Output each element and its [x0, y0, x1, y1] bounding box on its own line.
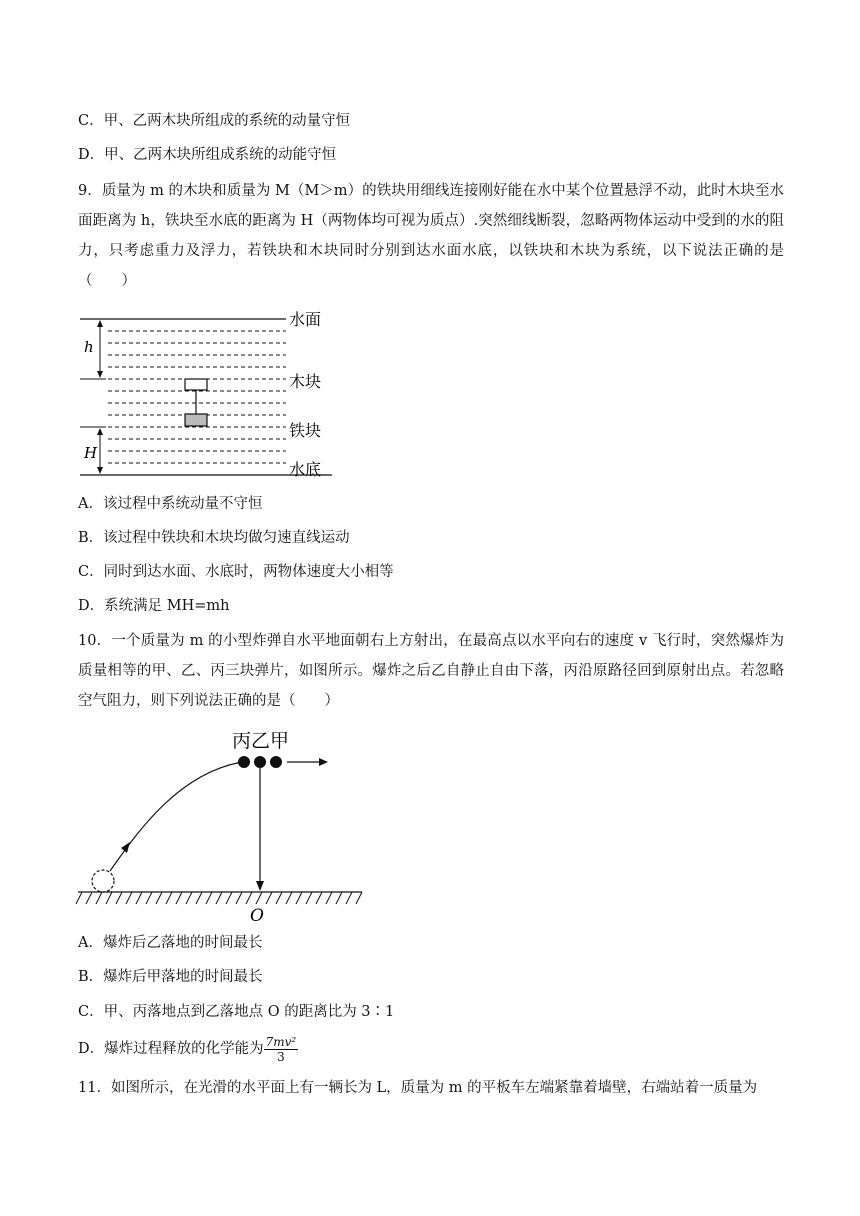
label-fragments: 丙乙甲	[232, 730, 290, 752]
q10-option-b: B．爆炸后甲落地的时间最长	[78, 969, 263, 985]
q9-figure	[70, 305, 340, 485]
q10-figure	[70, 718, 370, 923]
q10-option-c: C．甲、丙落地点到乙落地点 O 的距离比为 3∶1	[78, 1004, 395, 1020]
q9-option-a: A．该过程中系统动量不守恒	[78, 496, 263, 512]
q8-option-d: D．甲、乙两木块所组成系统的动能守恒	[78, 147, 337, 163]
q8-option-c: C．甲、乙两木块所组成的系统的动量守恒	[78, 113, 351, 129]
label-H: H	[84, 444, 98, 462]
label-bottom: 水底	[289, 460, 322, 479]
fraction-denominator: 3	[277, 1049, 285, 1064]
q9-option-c: C．同时到达水面、水底时，两物体速度大小相等	[78, 564, 394, 580]
label-surface: 水面	[289, 310, 322, 329]
label-wood: 木块	[289, 372, 322, 391]
q9-stem: 9．质量为 m 的木块和质量为 M（M＞m）的铁块用细线连接刚好能在水中某个位置悬浮不动，此时木块至水面距离为 h，铁块至水底的距离为 H（两物体均可视为质点）.突然细线断裂，忽略两物体运动中受到的水的阻力，只考虑重力及浮力，若铁块和木块同时分别到达水面水底，以铁块和木块为系统，以下说法正确的是（ ）	[78, 183, 784, 289]
label-iron: 铁块	[289, 421, 322, 440]
label-O: O	[250, 906, 264, 923]
q11-stem: 11．如图所示，在光滑的水平面上有一辆长为 L，质量为 m 的平板车左端紧靠着墙壁，右端站着一质量为	[78, 1080, 758, 1096]
q10-option-d	[78, 1032, 298, 1066]
q9-option-b: B．该过程中铁块和木块均做匀速直线运动	[78, 530, 350, 546]
label-h: h	[84, 338, 94, 356]
q10-stem: 10．一个质量为 m 的小型炸弹自水平地面朝右上方射出，在最高点以水平向右的速度 v 飞行时，突然爆炸为质量相等的甲、乙、丙三块弹片，如图所示。爆炸之后乙自静止自由下落，丙沿原路径回到原射出点。若忽略空气阻力，则下列说法正确的是（ ）	[78, 633, 784, 709]
q10-option-a: A．爆炸后乙落地的时间最长	[78, 935, 263, 951]
q9-option-d: D．系统满足 MH=mh	[78, 598, 230, 614]
q10-option-d-text: D．爆炸过程释放的化学能为	[78, 1041, 264, 1057]
fraction-numerator: 7mv²	[265, 1034, 297, 1049]
energy-fraction	[264, 1035, 299, 1064]
